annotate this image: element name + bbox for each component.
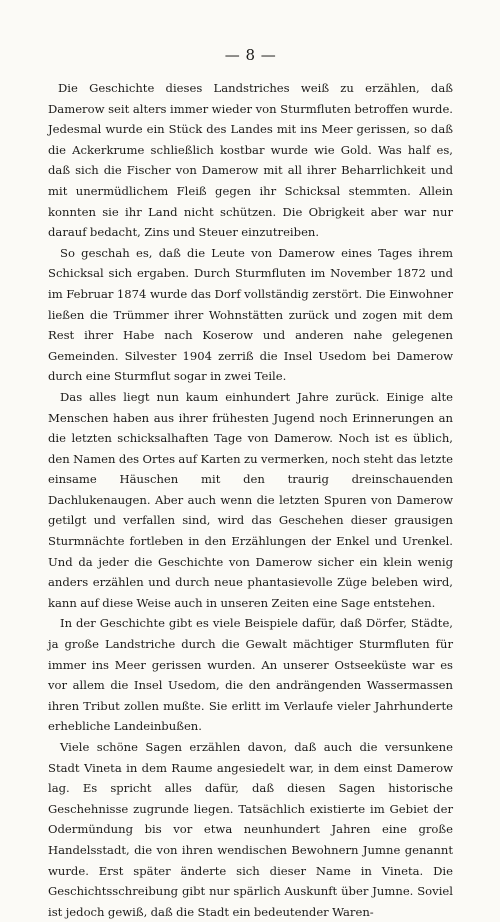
page-number: — 8 — [224,46,277,64]
paragraph-2: So geschah es, daß die Leute von Damerow eines Tages ihrem Schicksal sich ergaben. Durch Sturmfluten im November 1872 und im Februar 1874 wurde das Dorf vollständig zerstört. Die Einwohner ließen die Trümmer ihrer Wohnstätten zurück und zogen mit dem Rest ihrer Habe nach Koserow und anderen nahe gelegenen Gemeinden. Silvester 1904 zerriß die Insel Usedom bei Damerow durch eine Sturmflut sogar in zwei Teile. [48,245,453,384]
paragraph-4: In der Geschichte gibt es viele Beispiele dafür, daß Dörfer, Städte, ja große Landstriche durch die Gewalt mächtiger Sturmfluten für immer ins Meer gerissen wurden. An unserer Ostseeküste war es vor allem die Insel Usedom, die den andrängenden Wassermassen ihren Tribut zollen mußte. Sie erlitt im Verlaufe vieler Jahrhunderte erhebliche Landeinbußen. [48,616,453,734]
paragraph-5: Viele schöne Sagen erzählen davon, daß auch die versunkene Stadt Vineta in dem Raume angesiedelt war, in dem einst Damerow lag. Es spricht alles dafür, daß diesen Sagen historische Geschehnisse zugrunde liegen. Tatsächlich existierte im Gebiet der Odermündung bis vor etwa neunhundert Jahren eine große Handelsstadt, die von ihren wendischen Bewohnern Jumne genannt wurde. Erst später änderte sich dieser Name in Vineta. Die Geschichtsschreibung gibt nur spärlich Auskunft über Jumne. Soviel ist jedoch gewiß, daß die Stadt ein bedeutender Waren- [48,740,453,919]
paragraph-3: Das alles liegt nun kaum einhundert Jahre zurück. Einige alte Menschen haben aus ihrer frühesten Jugend noch Erinnerungen an die letzten schicksalhaften Tage von Damerow. Noch ist es üblich, den Namen des Ortes auf Karten zu vermerken, noch steht das letzte einsame Häuschen mit den traurig dreinschauenden Dachlukenaugen. Aber auch wenn die letzten Spuren von Damerow getilgt und verfallen sind, wird das Geschehen dieser grausigen Sturmnächte fortleben in den Erzählungen der Enkel und Urenkel. Und da jeder die Geschichte von Damerow sicher ein klein wenig anders erzählen und durch neue phantasievolle Züge beleben wird, kann auf diese Weise auch in unseren Zeiten eine Sage entstehen. [48,389,453,610]
paragraph-1: Die Geschichte dieses Landstriches weiß zu erzählen, daß Damerow seit alters immer wieder von Sturmfluten betroffen wurde. Jedesmal wurde ein Stück des Landes mit ins Meer gerissen, so daß die Ackerkrume schließlich kostbar wurde wie Gold. Was half es, daß sich die Fischer von Damerow mit all ihrer Beharrlichkeit und mit unermüdlichem Fleiß gegen ihr Schicksal stemmten. Allein konnten sie ihr Land nicht schützen. Die Obrigkeit aber war nur darauf bedacht, Zins und Steuer einzutreiben. [48,81,453,240]
